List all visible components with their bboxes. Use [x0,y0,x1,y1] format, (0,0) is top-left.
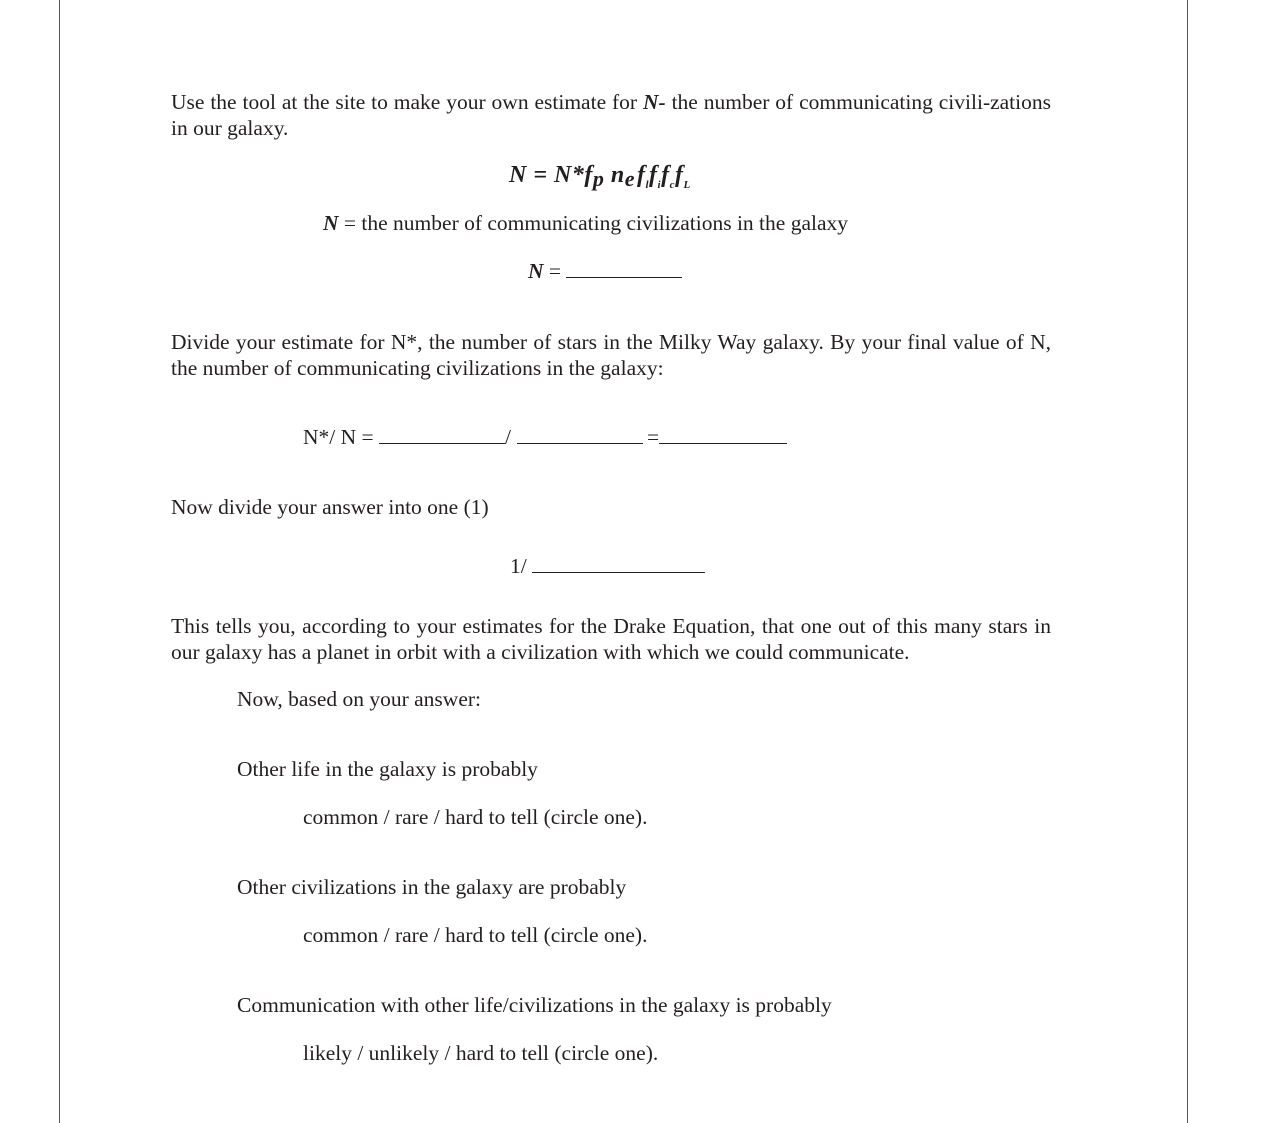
based-on-label: Now, based on your answer: [237,687,482,711]
ratio-label: N*/ N = [303,425,380,449]
ratio-result-blank[interactable] [659,425,787,444]
formula-fi-sub: i [657,179,662,191]
formula-ne: n [610,162,625,188]
ratio-stars-blank[interactable] [379,425,505,444]
formula-fc: f [661,162,670,188]
n-answer-blank[interactable] [566,259,682,278]
reciprocal-blank[interactable] [532,554,705,573]
ratio-n-blank[interactable] [517,425,643,444]
formula-ne-sub: e [624,166,635,191]
formula-fp: f [584,162,593,188]
definition-text: = the number of communicating civilizations in the galaxy [338,211,849,235]
reciprocal-label: 1/ [510,554,533,578]
reciprocal-line [510,554,705,579]
n-answer-line [528,259,682,284]
intro-n-symbol: N- [642,90,666,114]
question-communication-prompt: Communication with other life/civilizations in the galaxy is probably [237,993,832,1017]
question-life-prompt: Other life in the galaxy is probably [237,757,538,781]
formula-fL-sub: L [683,179,691,191]
intro-prefix: Use the tool at the site to make your own estimate for [171,90,643,114]
formula-fi: f [649,162,658,188]
formula-fL: f [674,162,684,188]
question-civilizations-options[interactable]: common / rare / hard to tell (circle one). [303,923,648,947]
divide-instructions: Divide your estimate for N*, the number of stars in the Milky Way galaxy. By your final value of N, the number of communicating civilizations in the galaxy: [171,330,1051,380]
n-definition [323,211,848,236]
ratio-equals: = [647,425,660,449]
intro-paragraph [171,90,1051,141]
ratio-line [303,425,787,450]
formula-fc-sub: c [669,179,675,191]
intro-suffix: the number of communicating civili-zations in our galaxy. [171,90,1051,140]
question-life-options[interactable]: common / rare / hard to tell (circle one). [303,805,648,829]
drake-formula [509,162,691,192]
formula-lhs: N = N* [509,162,585,188]
ratio-slash: / [505,425,512,449]
formula-fl: f [636,162,646,188]
question-civilizations-prompt: Other civilizations in the galaxy are probably [237,875,627,899]
explanation-paragraph: This tells you, according to your estimates for the Drake Equation, that one out of this many stars in our galaxy has a planet in orbit with a civilization with which we could communicate. [171,614,1051,664]
question-communication-options[interactable]: likely / unlikely / hard to tell (circle one). [303,1041,659,1065]
formula-fl-sub: l [645,179,650,191]
n-answer-equals: = [543,259,567,283]
reciprocal-instructions: Now divide your answer into one (1) [171,495,489,519]
definition-symbol: N [323,211,339,235]
formula-fp-sub: p [592,166,605,191]
n-answer-symbol: N [528,259,544,283]
